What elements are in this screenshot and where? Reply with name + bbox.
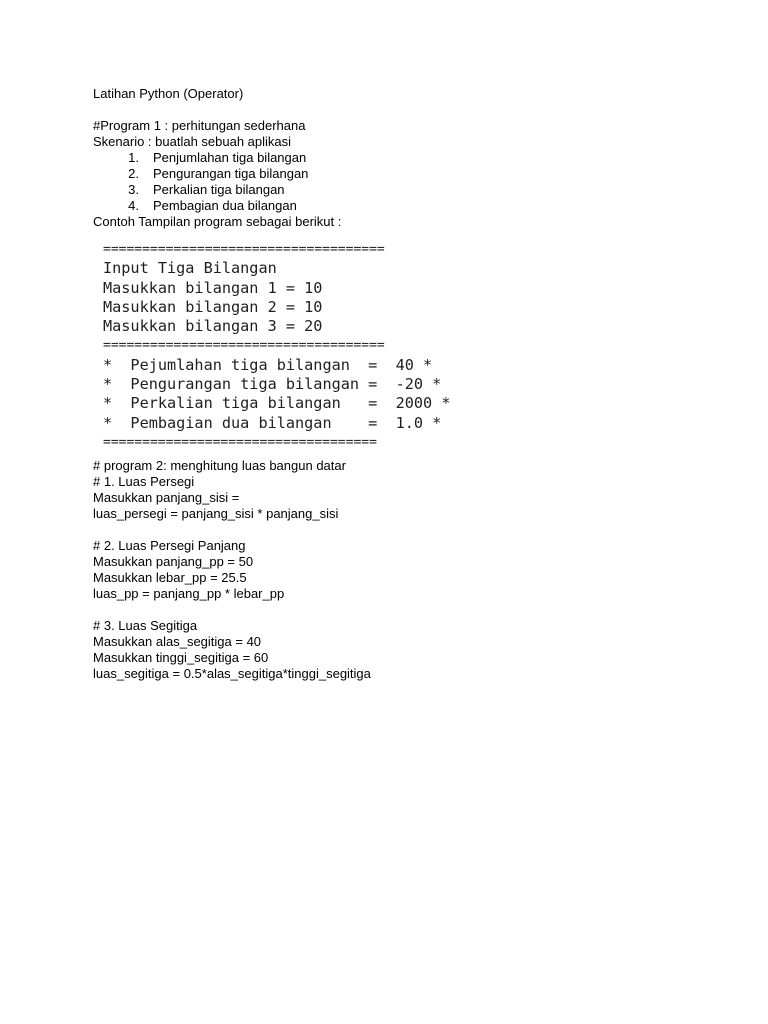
console-line: * Perkalian tiga bilangan = 2000 * xyxy=(103,394,451,413)
spacer xyxy=(93,602,733,618)
section-title: # 3. Luas Segitiga xyxy=(93,618,198,634)
section-line: Masukkan lebar_pp = 25.5 xyxy=(93,570,247,586)
console-separator: ==================================== xyxy=(103,242,385,257)
example-intro: Contoh Tampilan program sebagai berikut : xyxy=(93,214,342,229)
list-number: 3. xyxy=(128,182,139,197)
section-luas-segitiga xyxy=(93,618,733,682)
list-item xyxy=(93,166,733,182)
list-number: 2. xyxy=(128,166,139,181)
list-item xyxy=(93,150,733,166)
console-output xyxy=(103,240,733,452)
section-title: # 2. Luas Persegi Panjang xyxy=(93,538,246,554)
console-line: * Pejumlahan tiga bilangan = 40 * xyxy=(103,355,433,374)
spacer xyxy=(93,102,733,118)
document-title: Latihan Python (Operator) xyxy=(93,86,244,101)
list-item xyxy=(93,182,733,198)
console-line: Masukkan bilangan 2 = 10 xyxy=(103,297,323,316)
section-title: # 1. Luas Persegi xyxy=(93,474,195,490)
list-number: 4. xyxy=(128,198,139,213)
console-separator: =================================== xyxy=(103,434,377,450)
list-number: 1. xyxy=(128,150,139,165)
section-line: luas_pp = panjang_pp * lebar_pp xyxy=(93,586,285,602)
program1-list xyxy=(93,150,733,214)
console-line: * Pengurangan tiga bilangan = -20 * xyxy=(103,375,442,394)
program1-scenario: Skenario : buatlah sebuah aplikasi xyxy=(93,134,292,149)
console-separator: ==================================== xyxy=(103,338,385,354)
program2-heading: # program 2: menghitung luas bangun datar xyxy=(93,458,346,474)
list-text: Perkalian tiga bilangan xyxy=(153,182,285,197)
section-luas-persegi-panjang xyxy=(93,538,733,602)
spacer xyxy=(93,522,733,538)
program1-heading: #Program 1 : perhitungan sederhana xyxy=(93,118,306,133)
list-item xyxy=(93,198,733,214)
section-line: Masukkan tinggi_segitiga = 60 xyxy=(93,650,269,666)
section-line: Masukkan alas_segitiga = 40 xyxy=(93,634,262,650)
console-line: * Pembagian dua bilangan = 1.0 * xyxy=(103,413,442,432)
section-line: Masukkan panjang_sisi = xyxy=(93,490,240,506)
list-text: Pembagian dua bilangan xyxy=(153,198,297,213)
section-line: luas_segitiga = 0.5*alas_segitiga*tinggi_segitiga xyxy=(93,666,371,682)
list-text: Penjumlahan tiga bilangan xyxy=(153,150,307,165)
section-line: luas_persegi = panjang_sisi * panjang_sisi xyxy=(93,506,339,522)
console-line: Input Tiga Bilangan xyxy=(103,259,277,278)
document-page xyxy=(93,86,733,682)
section-luas-persegi xyxy=(93,474,733,522)
console-line: Masukkan bilangan 3 = 20 xyxy=(103,317,323,336)
section-line: Masukkan panjang_pp = 50 xyxy=(93,554,254,570)
list-text: Pengurangan tiga bilangan xyxy=(153,166,309,181)
console-line: Masukkan bilangan 1 = 10 xyxy=(103,278,323,297)
